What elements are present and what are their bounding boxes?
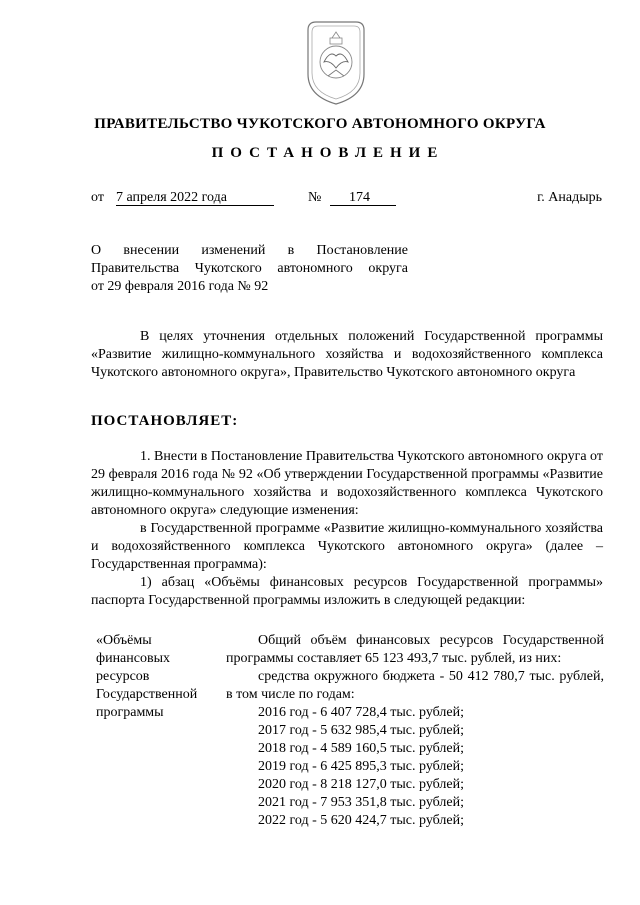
year-line: 2017 год - 5 632 985,4 тыс. рублей; xyxy=(258,723,465,738)
body-paragraph-3: 1) абзац «Объёмы финансовых ресурсов Государственной программы» паспорта Государственной программы изложить в следующей редакции: xyxy=(91,575,603,608)
subject-line-1: О внесении изменений в Постановление xyxy=(91,243,408,258)
date-prefix: от xyxy=(91,190,104,205)
year-line: 2018 год - 4 589 160,5 тыс. рублей; xyxy=(258,741,465,756)
number-prefix: № xyxy=(308,190,322,205)
resolve-heading: ПОСТАНОВЛЯЕТ: xyxy=(91,413,239,429)
body-paragraph-2: в Государственной программе «Развитие жилищно-коммунального хозяйства и водохозяйственного комплекса Чукотского автономного округа» (далее – Государственная программа): xyxy=(91,521,603,572)
document-date: 7 апреля 2022 года xyxy=(116,190,227,205)
table-row-label: «Объёмы финансовых ресурсов Государственной программы xyxy=(96,633,198,720)
document-type-title: ПОСТАНОВЛЕНИЕ xyxy=(211,145,445,161)
year-line: 2020 год - 8 218 127,0 тыс. рублей; xyxy=(258,777,465,792)
preamble-text: В целях уточнения отдельных положений Государственной программы «Развитие жилищно-коммунального хозяйства и водохозяйственного комплекса Чукотского автономного округа», Правительство Чукотского автономного округа xyxy=(91,329,603,380)
year-line: 2016 год - 6 407 728,4 тыс. рублей; xyxy=(258,705,465,720)
financing-total: Общий объём финансовых ресурсов Государственной программы составляет 65 123 493,7 тыс. рублей, из них: xyxy=(226,633,604,666)
document-subject xyxy=(91,242,408,296)
year-line: 2019 год - 6 425 895,3 тыс. рублей; xyxy=(258,759,465,774)
year-line: 2022 год - 5 620 424,7 тыс. рублей; xyxy=(258,813,465,828)
subject-line-3: от 29 февраля 2016 года № 92 xyxy=(91,279,269,294)
government-title: ПРАВИТЕЛЬСТВО ЧУКОТСКОГО АВТОНОМНОГО ОКРУГА xyxy=(94,116,546,132)
year-line: 2021 год - 7 953 351,8 тыс. рублей; xyxy=(258,795,465,810)
city: г. Анадырь xyxy=(537,190,602,205)
preamble xyxy=(91,328,603,382)
document-number: 174 xyxy=(349,190,370,205)
date-field xyxy=(116,190,274,206)
subject-line-2: Правительства Чукотского автономного округа xyxy=(91,261,408,276)
number-field xyxy=(330,190,396,206)
financing-district-budget: средства окружного бюджета - 50 412 780,7 тыс. рублей, в том числе по годам: xyxy=(226,669,604,702)
body-paragraph-1: 1. Внести в Постановление Правительства Чукотского автономного округа от 29 февраля 2016 года № 92 «Об утверждении Государственной программы «Развитие жилищно-коммунального хозяйства и водохозяйственного комплекса Чукотского автономного округа» следующие изменения: xyxy=(91,449,603,518)
coat-of-arms-emblem xyxy=(302,16,370,108)
table-row-content xyxy=(226,632,604,830)
decree-body xyxy=(91,448,603,610)
